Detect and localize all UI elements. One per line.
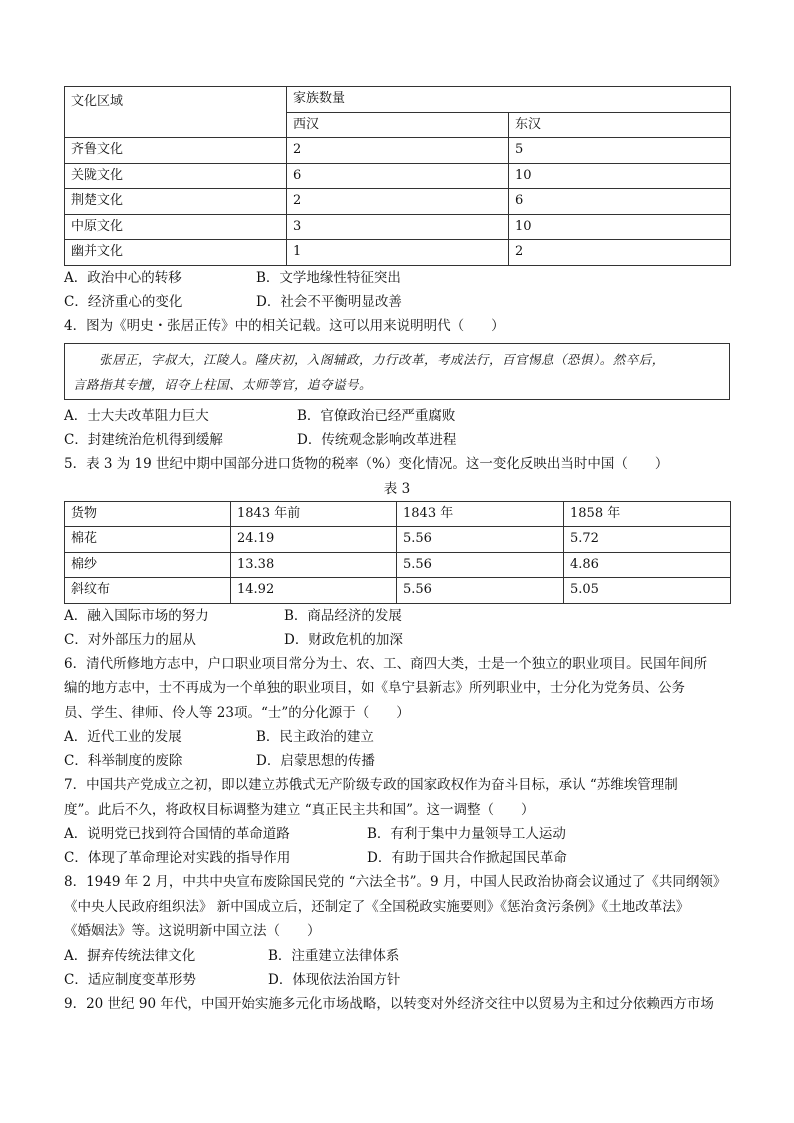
q4-quote-line: 言路指其专擅，诏夺上柱国、太师等官，追夺谥号。 (73, 377, 373, 392)
table-cell: 幽并文化 (65, 240, 287, 266)
table-row (65, 214, 731, 240)
table-header-cell: 1843 年前 (231, 501, 397, 527)
table-cell: 24.19 (231, 527, 397, 553)
q6-option-a[interactable]: A．近代工业的发展 (64, 729, 182, 745)
q5-option-b[interactable]: B．商品经济的发展 (284, 607, 402, 624)
q8-option-d[interactable]: D．体现依法治国方针 (268, 971, 401, 988)
q8-options-row-2 (64, 968, 730, 992)
table-cell: 3 (287, 214, 509, 240)
table-cell: 5.56 (397, 578, 564, 604)
q7-option-c[interactable]: C．体现了革命理论对实践的指导作用 (64, 850, 291, 866)
table-cell: 6 (509, 189, 731, 215)
exam-page (64, 86, 730, 1016)
q8-stem-line: 《中央人民政府组织法》 新中国成立后，还制定了《全国税政实施要则》《惩治贪污条例》《土地改革法》 (64, 898, 690, 915)
q7-stem-line: 7．中国共产党成立之初，即以建立苏俄式无产阶级专政的国家政权作为奋斗目标，承认 “苏维埃管理制 (64, 777, 678, 793)
q3-option-a[interactable]: A．政治中心的转移 (64, 269, 182, 286)
q8-option-b[interactable]: B．注重建立法律体系 (268, 947, 400, 964)
table-cell: 5 (509, 138, 731, 164)
table-cell: 10 (509, 214, 731, 240)
table-caption: 表 3 (383, 480, 411, 497)
q7-stem-line: 度”。此后不久，将政权目标调整为建立 “真正民主共和国”。这一调整（ ） (64, 801, 535, 818)
table-cell: 荆楚文化 (65, 189, 287, 215)
q4-option-b[interactable]: B．官僚政治已经严重腐败 (297, 408, 456, 424)
q9-stem-line: 9．20 世纪 90 年代，中国开始实施多元化市场战略，以转变对外经济交往中以贸易为主和过分依赖西方市场 (64, 995, 714, 1012)
table-header-cell: 货物 (65, 501, 231, 527)
table-cell: 5.56 (397, 552, 564, 578)
table-header-cell: 1843 年 (397, 501, 564, 527)
table-row (65, 240, 731, 266)
table-cell: 中原文化 (65, 214, 287, 240)
table-row (65, 527, 731, 553)
table-cell: 2 (287, 189, 509, 215)
q7-option-d[interactable]: D．有助于国共合作掀起国民革命 (367, 850, 567, 866)
q3-option-c[interactable]: C．经济重心的变化 (64, 293, 183, 310)
q5-option-a[interactable]: A．融入国际市场的努力 (64, 607, 209, 624)
q6-options-row-1 (64, 725, 730, 749)
table-cell: 关陇文化 (65, 163, 287, 189)
q6-options-row-2 (64, 749, 730, 773)
table-header-row (65, 501, 731, 527)
table-header-region: 文化区域 (65, 87, 287, 138)
q3-option-d[interactable]: D．社会不平衡明显改善 (256, 293, 402, 310)
table-header-east-han: 东汉 (509, 112, 731, 138)
q5-options-row-1 (64, 604, 730, 628)
q8-stem-line: 《婚姻法》等。这说明新中国立法（ ） (64, 923, 321, 939)
q6-stem-line: 编的地方志中，士不再成为一个单独的职业项目，如《阜宁县新志》所列职业中，士分化为党务员、公务 (64, 680, 685, 696)
table-cell: 14.92 (231, 578, 397, 604)
q5-option-c[interactable]: C．对外部压力的屈从 (64, 631, 196, 648)
q7-options-row-1 (64, 822, 730, 846)
table-header-count: 家族数量 (287, 87, 731, 113)
table-row (65, 138, 731, 164)
q3-options-row-2 (64, 290, 730, 314)
table-cell: 5.72 (564, 527, 731, 553)
q4-option-c[interactable]: C．封建统治危机得到缓解 (64, 432, 223, 448)
table-header-cell: 1858 年 (564, 501, 731, 527)
table-cell: 棉花 (65, 527, 231, 553)
q6-stem-line: 员、学生、律师、伶人等 23项。“士”的分化源于（ ） (64, 704, 410, 721)
table-cell: 13.38 (231, 552, 397, 578)
q7-options-row-2 (64, 846, 730, 870)
tariff-table (64, 501, 731, 604)
q4-option-d[interactable]: D．传统观念影响改革进程 (297, 432, 457, 448)
table-cell: 4.86 (564, 552, 731, 578)
q4-options-row-2 (64, 428, 730, 452)
table-cell: 棉纱 (65, 552, 231, 578)
q6-option-c[interactable]: C．科举制度的废除 (64, 753, 183, 769)
q4-option-a[interactable]: A．士大夫改革阻力巨大 (64, 408, 209, 424)
table-row (65, 578, 731, 604)
q7-option-b[interactable]: B．有利于集中力量领导工人运动 (367, 826, 566, 842)
q3-option-b[interactable]: B．文学地缘性特征突出 (256, 269, 401, 286)
q8-options-row-1 (64, 944, 730, 968)
q5-stem: 5．表 3 为 19 世纪中期中国部分进口货物的税率（%）变化情况。这一变化反映出当时中国（ ） (64, 456, 669, 472)
q6-option-d[interactable]: D．启蒙思想的传播 (256, 753, 375, 769)
q8-option-a[interactable]: A．摒弃传统法律文化 (64, 947, 196, 964)
q3-options-row-1 (64, 266, 730, 290)
table-cell: 5.05 (564, 578, 731, 604)
table-row (65, 552, 731, 578)
table-cell: 5.56 (397, 527, 564, 553)
table-cell: 10 (509, 163, 731, 189)
q8-option-c[interactable]: C．适应制度变革形势 (64, 971, 196, 988)
q6-stem-line: 6．清代所修地方志中，户口职业项目常分为士、农、工、商四大类，士是一个独立的职业项目。民国年间所 (64, 655, 708, 672)
table-cell: 1 (287, 240, 509, 266)
q5-options-row-2 (64, 628, 730, 652)
table-row (65, 163, 731, 189)
q4-options-row-1 (64, 404, 730, 428)
q4-quote-line: 张居正，字叔大，江陵人。隆庆初，入阁辅政，力行改革，考成法行，百官惕息（恐惧）。然卒后， (99, 352, 665, 367)
q7-option-a[interactable]: A．说明党已找到符合国情的革命道路 (64, 826, 290, 842)
q8-stem-line: 8．1949 年 2 月，中共中央宣布废除国民党的 “六法全书”。9 月，中国人民政治协商会议通过了《共同纲领》 (64, 874, 727, 890)
q5-option-d[interactable]: D．财政危机的加深 (284, 631, 403, 648)
q4-quote-box (64, 343, 730, 400)
family-count-table (64, 86, 731, 266)
q4-stem: 4．图为《明史・张居正传》中的相关记载。这可以用来说明明代（ ） (64, 317, 505, 334)
table-row (65, 189, 731, 215)
table-cell: 2 (287, 138, 509, 164)
table-cell: 斜纹布 (65, 578, 231, 604)
table-cell: 2 (509, 240, 731, 266)
table-header-west-han: 西汉 (287, 112, 509, 138)
q6-option-b[interactable]: B．民主政治的建立 (256, 729, 374, 745)
table-cell: 6 (287, 163, 509, 189)
table-cell: 齐鲁文化 (65, 138, 287, 164)
